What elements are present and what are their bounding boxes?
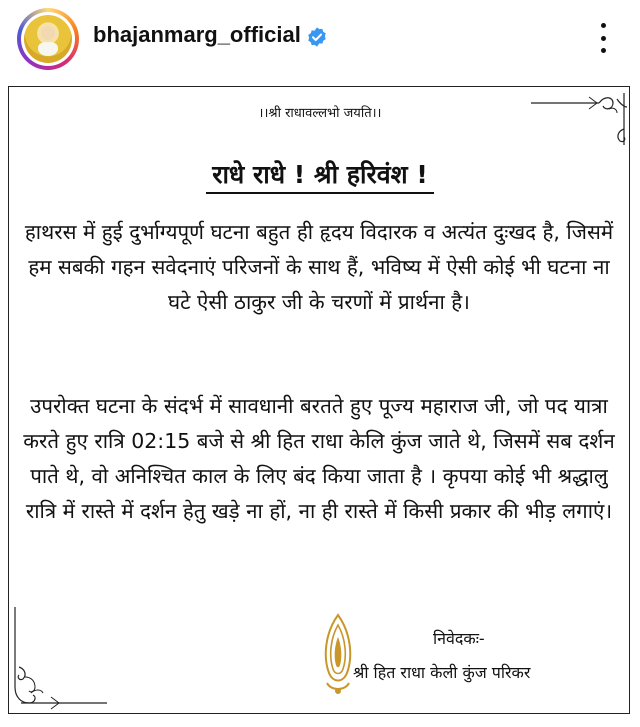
- letter-title: [9, 157, 631, 191]
- letter-title-text: राधे राधे ! श्री हरिवंश !: [206, 160, 434, 194]
- tilak-emblem-icon: [319, 613, 357, 697]
- corner-flourish-bottom-left-icon: [11, 607, 111, 711]
- letter-paragraph-2: उपरोक्त घटना के संदर्भ में सावधानी बरतते हुए पूज्य महाराज जी, जो पद यात्रा करते हुए रात्रि 02:15 बजे से श्री हित राधा केलि कुंज जाते थे, जिसमें सब दर्शन पाते थे, वो अनिश्चित काल के लिए बंद किया जाता है । कृपया कोई भी श्रद्धालु रात्रि में रास्ते में दर्शन हेतु खड़े ना हों, ना ही रास्ते में किसी प्रकार की भीड़ लगाएं।: [23, 394, 615, 523]
- post-image: [0, 76, 640, 727]
- letter-frame: [8, 86, 630, 714]
- avatar[interactable]: [17, 8, 79, 70]
- post-header: [0, 0, 640, 76]
- more-options-icon[interactable]: [590, 20, 616, 56]
- signature-label: निवेदकः-: [433, 629, 485, 648]
- signature-name: श्री हित राधा केली कुंज परिकर: [353, 663, 531, 682]
- verified-badge-icon: [306, 26, 328, 48]
- letter-header-line: ।।श्री राधावल्लभो जयति।।: [258, 106, 382, 121]
- avatar-image: [24, 15, 72, 63]
- letter-paragraph-1: हाथरस में हुई दुर्भाग्यपूर्ण घटना बहुत ही हृदय विदारक व अत्यंत दुःखद है, जिसमें हम सबकी गहन सवेदनाएं परिजनों के साथ हैं, भविष्य में ऐसी कोई भी घटना ना घटे ऐसी ठाकुर जी के चरणों में प्रार्थना है।: [24, 220, 614, 314]
- username-link[interactable]: bhajanmarg_official: [93, 22, 301, 47]
